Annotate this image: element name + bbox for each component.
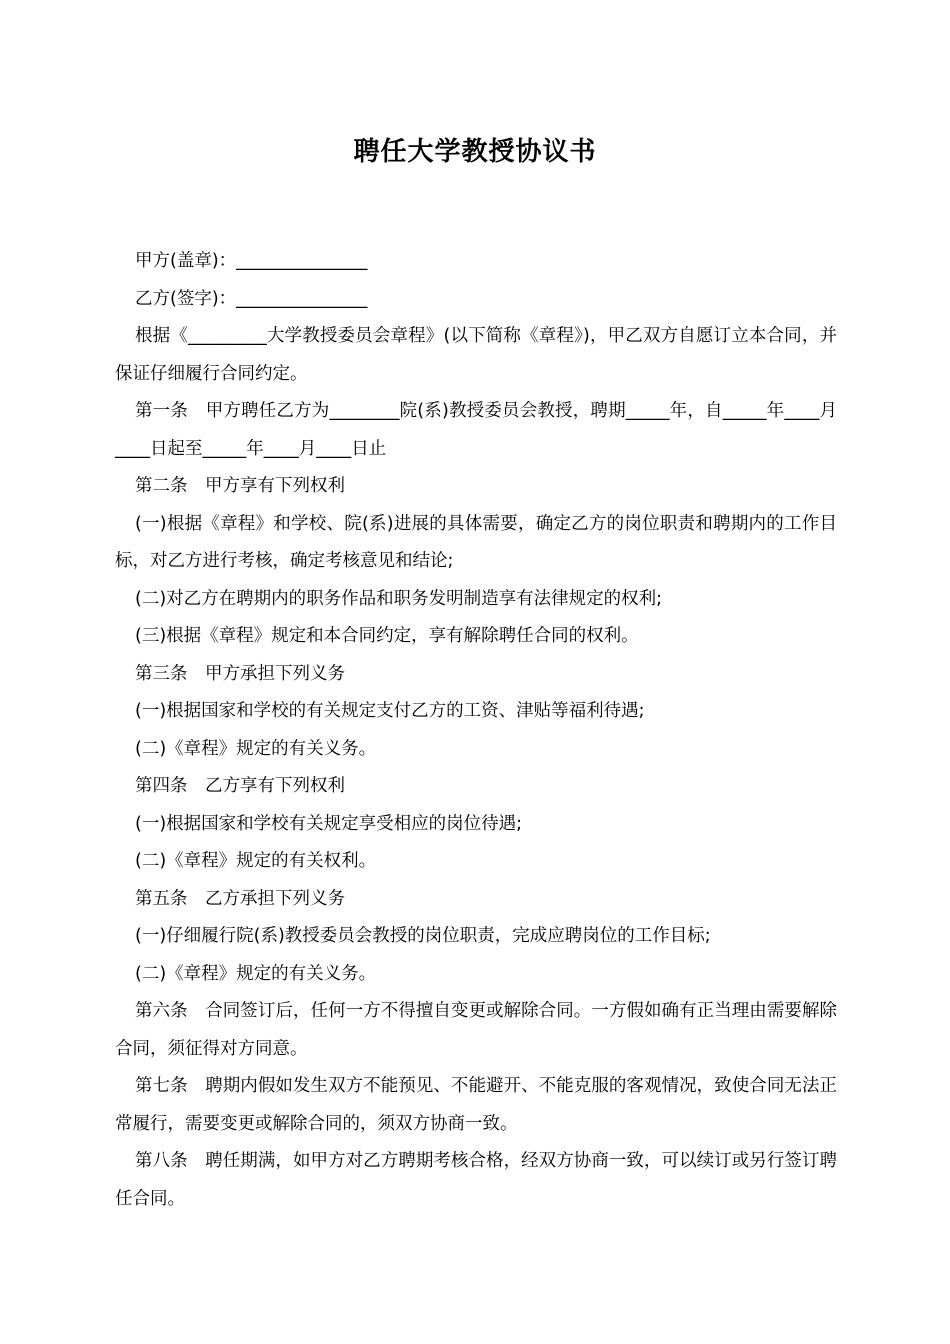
article-2-heading: 第二条 甲方享有下列权利	[135, 476, 345, 496]
document-body	[115, 243, 837, 1218]
article-6: 第六条 合同签订后，任何一方不得擅自变更或解除合同。一方假如确有正当理由需要解除合同，须征得对方同意。	[115, 1001, 837, 1059]
article-3-item-1: (一)根据国家和学校的有关规定支付乙方的工资、津贴等福利待遇;	[135, 701, 645, 721]
article-5-item-1: (一)仔细履行院(系)教授委员会教授的岗位职责，完成应聘岗位的工作目标;	[135, 926, 711, 946]
article-5-item-2: (二)《章程》规定的有关义务。	[135, 963, 377, 984]
article-1: 第一条 甲方聘任乙方为________院(系)教授委员会教授，聘期_____年，自_____年____月____日起至_____年____月____日止	[115, 401, 837, 459]
article-2-item-3: (三)根据《章程》规定和本合同约定，享有解除聘任合同的权利。	[135, 626, 639, 646]
article-2-item-1: (一)根据《章程》和学校、院(系)进展的具体需要，确定乙方的岗位职责和聘期内的工作目标，对乙方进行考核，确定考核意见和结论;	[115, 513, 837, 571]
article-7: 第七条 聘期内假如发生双方不能预见、不能避开、不能克服的客观情况，致使合同无法正常履行，需要变更或解除合同的，须双方协商一致。	[115, 1076, 837, 1134]
article-3-item-2: (二)《章程》规定的有关义务。	[135, 738, 377, 759]
article-4-heading: 第四条 乙方享有下列权利	[135, 776, 345, 796]
article-8: 第八条 聘任期满，如甲方对乙方聘期考核合格，经双方协商一致，可以续订或另行签订聘任合同。	[115, 1151, 837, 1209]
party-b-signature-line: 乙方(签字)：_______________	[135, 288, 368, 309]
article-2-item-2: (二)对乙方在聘期内的职务作品和职务发明制造享有法律规定的权利;	[135, 588, 663, 609]
document-title: 聘任大学教授协议书	[353, 137, 597, 167]
article-3-heading: 第三条 甲方承担下列义务	[135, 663, 345, 684]
article-4-item-2: (二)《章程》规定的有关权利。	[135, 851, 377, 871]
preamble-paragraph: 根据《_________大学教授委员会章程》(以下简称《章程》)，甲乙双方自愿订立本合同，并保证仔细履行合同约定。	[115, 326, 837, 384]
article-4-item-1: (一)根据国家和学校有关规定享受相应的岗位待遇;	[135, 813, 523, 834]
article-5-heading: 第五条 乙方承担下列义务	[135, 888, 345, 909]
party-a-seal-line: 甲方(盖章)：_______________	[135, 251, 368, 271]
